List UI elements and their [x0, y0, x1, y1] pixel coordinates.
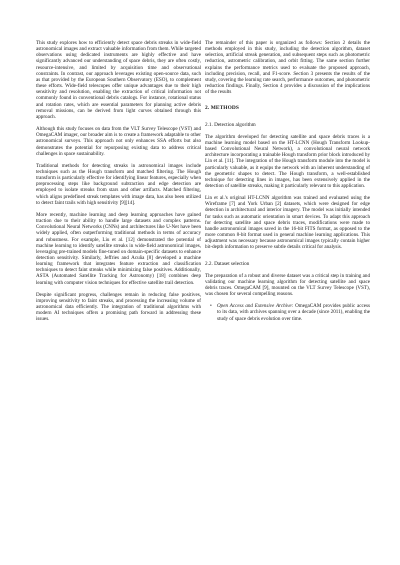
intro-paragraph: The remainder of this paper is organized as follows: Section 2 details the methods employed in this study, including the detection algorithm, dataset selection, artificial streak generation, and subsequent steps such as photometric reduction, astrometric calibration, and orbit fitting. The same section further explains the performance metrics used to evaluate the proposed approach, including precision, recall, and F1-score. Section 3 presents the results of the study, covering the learning rate search, performance outcomes, and photometric reduction findings. Finally, Section 4 provides a discussion of the implications of the results — [205, 40, 370, 96]
paragraph: More recently, machine learning and deep learning approaches have gained traction due to their ability to handle large datasets and complex patterns. Convolutional Neural Networks (CNNs) and architectures like U-Net have been widely applied, often outperforming traditional methods in terms of accuracy and robustness. For example, Liu et al. [12] demonstrated the potential of machine learning to identify satellite streaks in wide-field astronomical images, leveraging pre-trained models fine-tuned on domain-specific datasets to enhance detection sensitivity. Similarly, Jeffries and Acuña [8] developed a machine learning framework that integrates feature extraction and classification techniques to detect faint streaks while minimizing false positives. Additionally, ASTA (Automated Satellite Tracking for Astronomy) [18] combines deep learning with computer vision techniques for effective satellite trail detection. — [36, 211, 201, 286]
left-column — [36, 40, 201, 323]
paragraph: Despite significant progress, challenges remain in reducing false positives, improving sensitivity to faint streaks, and processing the increasing volume of astronomical data efficiently. The integration of traditional algorithms with modern AI techniques offers a promising path forward in addressing these issues. — [36, 291, 201, 323]
bullet-text: OmegaCAM provides public access to its data, with archives spanning over a decade (since 2011), enabling the study of space debris evolution over time. — [217, 303, 370, 322]
bullet-item — [217, 303, 370, 321]
section-heading: 2. METHODS — [205, 105, 239, 112]
paragraph: Lin et al.'s original HT-LCNN algorithm was trained and evaluated using the Wireframe [7] and York Urban [2] datasets, which were designed for edge detection in architectural and interior imagery. The model was initially intended for tasks such as automatic orientation in smart devices. To adapt this approach for detecting satellite and space debris traces, modifications were made to handle astronomical images saved in the 16-bit FITS format, as opposed to the more common 8-bit format used in general machine learning applications. This adjustment was necessary because astronomical images typically contain higher bit-depth information to preserve subtle details critical for analysis. — [205, 195, 370, 251]
right-column — [205, 40, 370, 322]
paragraph: This study explores how to efficiently detect space debris streaks in wide-field astronomical images and extract valuable information from them. While targeted observations using dedicated instruments are highly effective and have significantly advanced our understanding of space debris, they are often costly, resource-intensive, and limited by acquisition time and observational constraints. In contrast, our approach leverages existing open-source data, such as that provided by the European Southern Observatory (ESO), to complement these efforts. Wide-field telescopes offer unique advantages due to their high sensitivity and resolution, enabling the extraction of critical information not commonly found in conventional debris catalogs. For instance, rotational status and rotation rates, which are essential parameters for planning active debris removal missions, can be derived from light curves obtained through this approach. — [36, 40, 201, 120]
subsection-heading: 2.2. Dataset selection — [205, 260, 250, 267]
paragraph: The preparation of a robust and diverse dataset was a critical step in training and validating our machine learning algorithm for detecting satellite and space debris traces. OmegaCAM [9], mounted on the VLT Survey Telescope (VST), was chosen for several compelling reasons. — [205, 272, 370, 298]
paragraph: Although this study focuses on data from the VLT Survey Telescope (VST) and OmegaCAM imager, our broader aim is to create a framework adaptable to other astronomical surveys. This approach not only enhances SSA efforts but also demonstrates the potential for repurposing existing data to address critical challenges in space sustainability. — [36, 126, 201, 157]
paragraph: The algorithm developed for detecting satellite and space debris traces is a machine learning model based on the HT-LCNN (Hough Transform Lookup-based Convolutional Neural Network), a convolutional neural network architecture incorporating a trainable Hough transform prior block introduced by Lin et al. [11]. The integration of the Hough transform module into the model is particularly valuable, as it equips the network with an inherent understanding of the geometric shapes to detect. The Hough transform, a well-established technique for detecting lines in images, has been extensively applied in the detection of satellite streaks, making it particularly relevant to this application. — [205, 133, 370, 189]
bullet-term: Open Access and Extensive Archive: — [217, 303, 294, 310]
paragraph: Traditional methods for detecting streaks in astronomical images include techniques such as the Hough transform and matched filtering. The Hough transform is particularly effective for identifying linear features, especially when preprocessing steps like background subtraction and edge detection are employed to isolate streaks from stars and other artifacts. Matched filtering, which aligns predefined streak templates with image data, has also been utilized to detect faint trails with high sensitivity [9][14]. — [36, 162, 201, 206]
subsection-heading: 2.1. Detection algorithm — [205, 121, 256, 128]
bullet-list — [205, 303, 370, 321]
